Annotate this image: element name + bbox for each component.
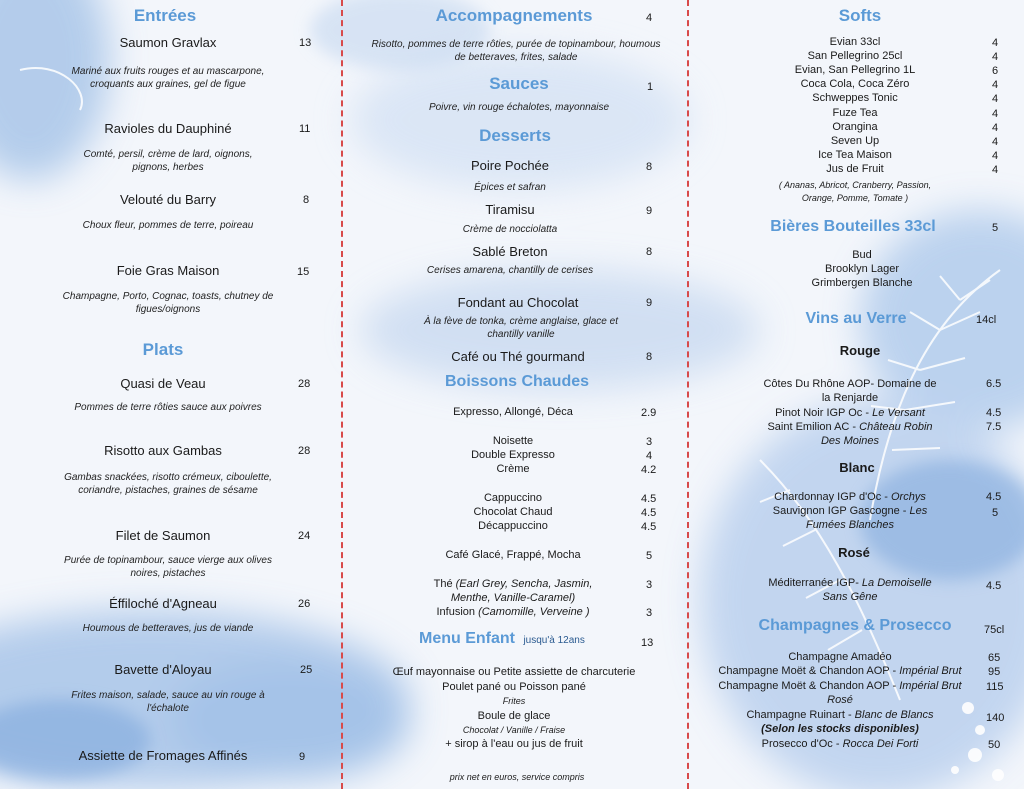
champagne-price: 140 xyxy=(986,712,1005,724)
section-title-accompagnements: Accompagnements xyxy=(435,6,593,25)
dish-description: Crème de nocciolatta xyxy=(462,224,558,235)
soft-drink-name: Evian, San Pellegrino 1L xyxy=(794,64,916,76)
dish-description: Cerises amarena, chantilly de cerises xyxy=(426,265,594,276)
kids-menu-header xyxy=(419,630,585,648)
champagne-name-part: Champagne Ruinart - xyxy=(746,709,855,721)
drink-name: Cappuccino xyxy=(483,492,543,504)
column-drinks-wines xyxy=(690,0,1024,789)
drink-name: Café Glacé, Frappé, Mocha xyxy=(445,549,581,561)
dish-price: 8 xyxy=(303,194,310,206)
champagne-stock-note: (Selon les stocks disponibles) xyxy=(761,723,919,735)
tea-line xyxy=(344,577,682,591)
wine-name: la Renjarde xyxy=(821,392,879,404)
kids-menu-line: Poulet pané ou Poisson pané xyxy=(442,681,586,693)
dish-description: Gambas snackées, risotto crémeux, ciboulette, coriandre, pistaches, graines de sésame xyxy=(64,472,272,496)
soft-drink-price: 4 xyxy=(992,136,999,148)
champagne-name-part: Impérial Brut xyxy=(899,680,962,692)
soft-drink-name: Schweppes Tonic xyxy=(812,92,898,104)
champagne-name xyxy=(690,664,990,678)
soft-drink-name: San Pellegrino 25cl xyxy=(807,50,903,62)
dish-price: 28 xyxy=(298,378,311,390)
dish-description: Comté, persil, crème de lard, oignons, pignons, herbes xyxy=(83,149,253,173)
drink-price: 4 xyxy=(646,450,653,462)
drink-name: Décappuccino xyxy=(478,520,548,532)
soft-drink-price: 4 xyxy=(992,150,999,162)
dish-price: 9 xyxy=(646,205,653,217)
kids-menu-line: Chocolat / Vanille / Fraise xyxy=(462,725,566,735)
drink-price: 5 xyxy=(646,550,653,562)
infusion-name: Infusion xyxy=(436,606,475,618)
tea-varieties-cont: Menthe, Vanille-Caramel) xyxy=(450,592,576,604)
wine-category-blanc: Blanc xyxy=(839,460,875,475)
wine-name-part: Le Versant xyxy=(872,407,925,419)
dish-price: 26 xyxy=(298,598,311,610)
kids-menu-price: 13 xyxy=(641,637,654,649)
soft-drink-price: 4 xyxy=(992,122,999,134)
section-title-vins: Vins au Verre xyxy=(805,310,907,327)
wine-name-part: Sauvignon IGP Gascogne - xyxy=(772,505,910,517)
dish-price: 15 xyxy=(297,266,310,278)
dish-description: Champagne, Porto, Cognac, toasts, chutney de figues/oignons xyxy=(62,291,274,315)
wine-price: 4.5 xyxy=(986,407,1002,419)
soft-drink-name: Coca Cola, Coca Zéro xyxy=(800,78,910,90)
dish-name: Poire Pochée xyxy=(470,158,550,173)
champagne-name-part: Champagne Moët & Chandon AOP - xyxy=(718,665,900,677)
drink-price: 4.5 xyxy=(641,507,657,519)
dish-price: 9 xyxy=(646,297,653,309)
drink-price: 4.2 xyxy=(641,464,657,476)
wine-price: 4.5 xyxy=(986,580,1002,592)
dish-name: Fondant au Chocolat xyxy=(457,295,579,310)
champagne-name: Champagne Amadéo xyxy=(788,651,892,663)
dish-name: Bavette d'Aloyau xyxy=(114,662,212,677)
champagne-name xyxy=(690,737,990,751)
dish-name: Quasi de Veau xyxy=(120,376,206,391)
wine-name-part: Les xyxy=(909,505,928,517)
kids-menu-line: Boule de glace xyxy=(477,710,551,722)
soft-drink-price: 6 xyxy=(992,65,999,77)
drink-price: 2.9 xyxy=(641,407,657,419)
champagne-name-part: Blanc de Blancs xyxy=(854,709,934,721)
column-sides-desserts-drinks xyxy=(344,0,686,789)
soft-drink-price: 4 xyxy=(992,108,999,120)
champagne-name-part: Rocca Dei Forti xyxy=(842,738,919,750)
dish-name: Velouté du Barry xyxy=(119,192,217,207)
champagne-price: 65 xyxy=(988,652,1001,664)
champagne-name-part: Impérial Brut xyxy=(899,665,962,677)
wine-name: Fumées Blanches xyxy=(805,519,895,531)
juice-flavors: ( Ananas, Abricot, Cranberry, Passion, xyxy=(778,180,932,190)
dish-price: 25 xyxy=(300,664,313,676)
dish-name: Foie Gras Maison xyxy=(116,263,220,278)
beer-name: Grimbergen Blanche xyxy=(811,277,913,289)
kids-menu-line: Frites xyxy=(502,696,526,706)
dish-price: 28 xyxy=(298,445,311,457)
tea-name: Thé xyxy=(433,578,453,590)
dish-price: 8 xyxy=(646,351,653,363)
dish-description: À la fève de tonka, crème anglaise, glace et chantilly vanille xyxy=(423,316,618,340)
wine-name: Sans Gêne xyxy=(822,591,878,603)
wine-name xyxy=(710,504,990,518)
wine-unit: 14cl xyxy=(976,314,997,326)
wine-category-rouge: Rouge xyxy=(839,343,881,358)
drink-price: 3 xyxy=(646,607,653,619)
drink-name: Noisette xyxy=(492,435,534,447)
soft-drink-name: Evian 33cl xyxy=(829,36,881,48)
dish-name: Éffiloché d'Agneau xyxy=(109,596,217,611)
section-title-softs: Softs xyxy=(838,6,882,25)
wine-name xyxy=(710,420,990,434)
champagne-name-part: Prosecco d'Oc - xyxy=(761,738,843,750)
dish-price: 13 xyxy=(299,37,312,49)
dish-price: 8 xyxy=(646,161,653,173)
dish-description: Houmous de betteraves, jus de viande xyxy=(82,623,254,634)
dish-name: Risotto aux Gambas xyxy=(104,443,222,458)
tea-varieties: (Earl Grey, Sencha, Jasmin, xyxy=(455,578,593,590)
wine-name-part: Orchys xyxy=(891,491,926,503)
section-title-boissons-chaudes: Boissons Chaudes xyxy=(444,373,590,390)
wine-category-rose: Rosé xyxy=(838,545,870,560)
soft-drink-price: 4 xyxy=(992,51,999,63)
price-footer-note: prix net en euros, service compris xyxy=(449,772,585,782)
soft-drink-name: Orangina xyxy=(832,121,878,133)
wine-price: 7.5 xyxy=(986,421,1002,433)
dish-description: Épices et safran xyxy=(474,182,546,193)
dish-price: 8 xyxy=(646,246,653,258)
kids-age-note: jusqu'à 12ans xyxy=(523,635,585,646)
sauces-price: 1 xyxy=(647,81,654,93)
champagne-name: Rosé xyxy=(827,694,853,706)
soft-drink-price: 4 xyxy=(992,79,999,91)
dish-price: 11 xyxy=(299,123,311,135)
dish-name: Filet de Saumon xyxy=(115,528,211,543)
section-title-bieres: Bières Bouteilles 33cl xyxy=(770,218,936,235)
soft-drink-name: Seven Up xyxy=(830,135,880,147)
wine-price: 5 xyxy=(992,507,999,519)
wine-name xyxy=(710,490,990,504)
soft-drink-price: 4 xyxy=(992,93,999,105)
dish-name: Tiramisu xyxy=(485,202,535,217)
wine-price: 4.5 xyxy=(986,491,1002,503)
champagne-price: 50 xyxy=(988,739,1001,751)
wine-name-part: Méditerranée IGP- xyxy=(768,577,862,589)
section-title-plats: Plats xyxy=(142,340,184,359)
drink-name: Crème xyxy=(496,463,530,475)
section-title-champagnes: Champagnes & Prosecco xyxy=(758,617,952,634)
section-title-sauces: Sauces xyxy=(489,74,549,93)
dish-description: Mariné aux fruits rouges et au mascarpone, croquants aux graines, gel de figue xyxy=(71,66,265,90)
champagne-name xyxy=(690,708,990,722)
dish-price: 24 xyxy=(298,530,311,542)
sauces-description: Poivre, vin rouge échalotes, mayonnaise xyxy=(428,102,610,113)
wine-name-part: Château Robin xyxy=(859,421,933,433)
section-title-desserts: Desserts xyxy=(479,126,551,145)
soft-drink-name: Fuze Tea xyxy=(832,107,878,119)
dish-description: Pommes de terre rôties sauce aux poivres xyxy=(74,402,262,413)
drink-price: 3 xyxy=(646,579,653,591)
dish-name: Saumon Gravlax xyxy=(119,35,217,50)
dish-description: Choux fleur, pommes de terre, poireau xyxy=(82,220,254,231)
drink-name: Double Expresso xyxy=(471,449,555,461)
beer-price: 5 xyxy=(992,222,999,234)
section-title-menu-enfant: Menu Enfant xyxy=(419,630,515,647)
dish-name: Café ou Thé gourmand xyxy=(451,349,585,364)
soft-drink-name: Ice Tea Maison xyxy=(818,149,892,161)
champagne-price: 115 xyxy=(986,681,1004,693)
drink-price: 4.5 xyxy=(641,521,657,533)
wine-name xyxy=(710,406,990,420)
wine-price: 6.5 xyxy=(986,378,1002,390)
wine-name: Des Moines xyxy=(820,435,880,447)
soft-drink-price: 4 xyxy=(992,37,999,49)
dish-name: Sablé Breton xyxy=(472,244,548,259)
champagne-price: 95 xyxy=(988,666,1001,678)
column-divider-right xyxy=(687,0,689,789)
dish-name: Ravioles du Dauphiné xyxy=(104,121,232,136)
juice-flavors: Orange, Pomme, Tomate ) xyxy=(801,193,909,203)
dish-description: Purée de topinambour, sauce vierge aux olives noires, pistaches xyxy=(64,555,272,579)
drink-price: 4.5 xyxy=(641,493,657,505)
dish-price: 9 xyxy=(299,751,306,763)
infusion-line xyxy=(344,605,682,619)
column-starters-mains xyxy=(0,0,340,789)
drink-price: 3 xyxy=(646,436,653,448)
wine-name: Côtes Du Rhône AOP- Domaine de xyxy=(763,378,937,390)
beer-name: Brooklyn Lager xyxy=(825,263,899,275)
wine-name-part: La Demoiselle xyxy=(861,577,932,589)
champagne-name xyxy=(690,679,990,693)
section-title-entrees: Entrées xyxy=(133,6,197,25)
kids-menu-line: + sirop à l'eau ou jus de fruit xyxy=(445,738,583,750)
column-divider-left xyxy=(341,0,343,789)
wine-name-part: Chardonnay IGP d'Oc - xyxy=(774,491,891,503)
wine-name xyxy=(710,576,990,590)
dish-description: Frites maison, salade, sauce au vin rouge à l'échalote xyxy=(71,690,265,714)
champagne-unit: 75cl xyxy=(984,624,1005,636)
infusion-varieties: (Camomille, Verveine ) xyxy=(478,606,590,618)
accompagnements-price: 4 xyxy=(646,12,653,24)
kids-menu-line: Œuf mayonnaise ou Petite assiette de charcuterie xyxy=(392,666,636,678)
accompagnements-description: Risotto, pommes de terre rôties, purée de topinambour, houmous de betteraves, frites, salade xyxy=(371,39,661,63)
wine-name-part: Saint Emilion AC - xyxy=(767,421,860,433)
soft-drink-price: 4 xyxy=(992,164,999,176)
soft-drink-name: Jus de Fruit xyxy=(826,163,884,175)
wine-name-part: Pinot Noir IGP Oc - xyxy=(775,407,873,419)
beer-name: Bud xyxy=(852,249,872,261)
drink-name: Chocolat Chaud xyxy=(473,506,553,518)
dish-name: Assiette de Fromages Affinés xyxy=(78,748,248,763)
champagne-name-part: Champagne Moët & Chandon AOP - xyxy=(718,680,900,692)
drink-name: Expresso, Allongé, Déca xyxy=(453,406,573,418)
